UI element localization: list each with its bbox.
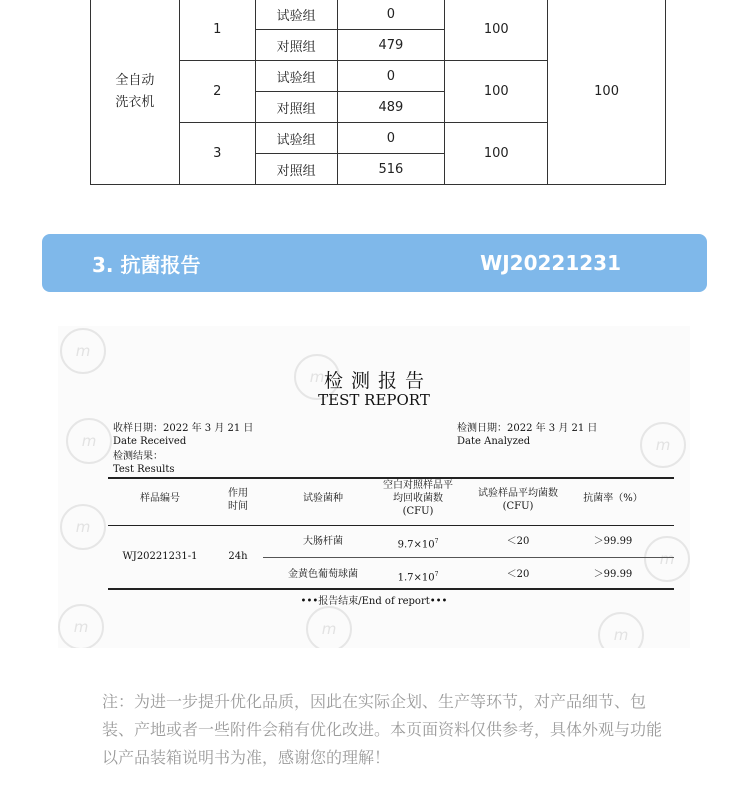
exp-group-label: 试验组 xyxy=(255,61,337,92)
sample-avg-count: ＜20 xyxy=(506,569,530,580)
date-received: 收样日期：2022 年 3 月 21 日 Date Received xyxy=(113,423,254,447)
rate-cell: 100 xyxy=(445,123,548,185)
disclaimer-note: 注：为进一步提升优化品质，因此在实际企划、生产等环节，对产品细节、包装、产地或者一些附件会稍有优化改进。本页面资料仅供参考，具体外观与功能以产品装箱说明书为准，感谢您的理解！ xyxy=(102,692,663,767)
antibacterial-rate: ＞99.99 xyxy=(593,569,633,580)
group-index-cell: 2 xyxy=(179,61,255,123)
exp-group-value: 0 xyxy=(337,61,445,92)
section-banner xyxy=(42,234,707,292)
antibacterial-rate: ＞99.99 xyxy=(593,536,633,547)
exp-group-label: 试验组 xyxy=(255,0,337,30)
table-bottom-rule xyxy=(108,588,674,590)
ctrl-group-value: 516 xyxy=(337,154,445,185)
ctrl-group-label: 对照组 xyxy=(255,154,337,185)
test-results-label: 检测结果： Test Results xyxy=(113,451,175,475)
watermark-icon: m xyxy=(58,604,104,648)
header-sample-id: 样品编号 xyxy=(140,493,180,504)
action-time: 24h xyxy=(228,551,248,562)
header-rule xyxy=(108,525,674,526)
section-title: 3. 抗菌报告 xyxy=(92,252,201,277)
ctrl-group-value: 489 xyxy=(337,92,445,123)
ctrl-group-value: 479 xyxy=(337,30,445,61)
header-strain: 试验菌种 xyxy=(303,493,343,504)
watermark-icon: m xyxy=(66,418,112,464)
date-analyzed: 检测日期：2022 年 3 月 21 日 Date Analyzed xyxy=(457,423,598,447)
end-of-report: •••报告结束/End of report••• xyxy=(300,596,448,607)
strain-name: 金黄色葡萄球菌 xyxy=(288,569,358,580)
header-sample-avg: 试验样品平均菌数 (CFU) xyxy=(478,488,558,512)
rate-cell: 100 xyxy=(445,61,548,123)
strain-name: 大肠杆菌 xyxy=(303,536,343,547)
group-index-cell: 3 xyxy=(179,123,255,185)
results-table xyxy=(90,0,666,185)
header-time: 作用 时间 xyxy=(228,488,248,512)
row-divider xyxy=(263,557,674,558)
ctrl-group-label: 对照组 xyxy=(255,92,337,123)
header-rate: 抗菌率（%） xyxy=(583,493,643,504)
watermark-icon: m xyxy=(294,354,340,400)
rate-cell: 100 xyxy=(445,0,548,61)
blank-count: $9.7\times 10^7$ xyxy=(397,538,439,551)
test-report xyxy=(58,326,690,648)
blank-count: $1.7\times 10^7$ xyxy=(397,571,439,584)
category-label: 全自动 洗衣机 xyxy=(115,72,155,110)
report-code: WJ20221231 xyxy=(480,251,621,275)
watermark-icon: m xyxy=(60,328,106,374)
exp-group-value: 0 xyxy=(337,0,445,30)
watermark-icon: m xyxy=(644,536,690,582)
sample-avg-count: ＜20 xyxy=(506,536,530,547)
exp-group-value: 0 xyxy=(337,123,445,154)
watermark-icon: m xyxy=(60,504,106,550)
header-blank: 空白对照样品平 均回收菌数 (CFU) xyxy=(383,480,453,517)
category-cell xyxy=(91,0,180,185)
report-subtitle: TEST REPORT xyxy=(318,391,430,409)
watermark-icon: m xyxy=(306,606,352,648)
group-index-cell: 1 xyxy=(179,0,255,61)
watermark-icon: m xyxy=(640,422,686,468)
overall-rate-cell: 100 xyxy=(548,0,666,185)
watermark-icon: m xyxy=(598,612,644,648)
sample-id: WJ20221231-1 xyxy=(122,551,198,562)
report-title: 检测报告 xyxy=(323,370,432,392)
table-row xyxy=(91,0,666,30)
ctrl-group-label: 对照组 xyxy=(255,30,337,61)
exp-group-label: 试验组 xyxy=(255,123,337,154)
